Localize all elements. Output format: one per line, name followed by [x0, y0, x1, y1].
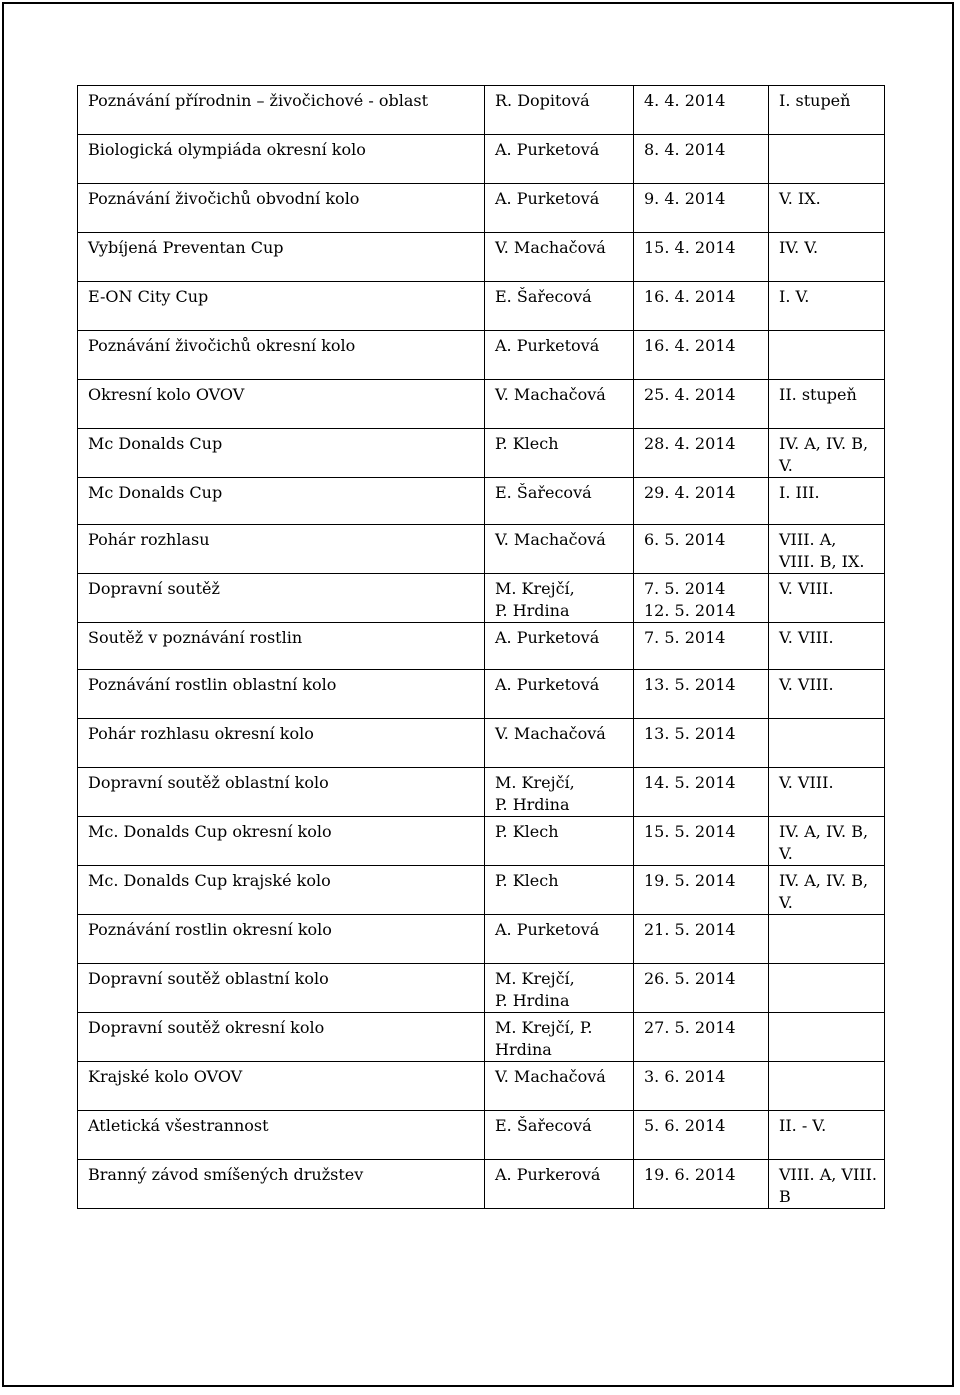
table-row: [78, 135, 885, 184]
date-cell: 29. 4. 2014: [634, 478, 769, 525]
organizer-cell: R. Dopitová: [485, 86, 634, 135]
event-name-cell: Soutěž v poznávání rostlin: [78, 623, 485, 670]
grade-cell: IV. A, IV. B, V.: [769, 866, 885, 915]
date-cell: 19. 5. 2014: [634, 866, 769, 915]
organizer-cell: V. Machačová: [485, 233, 634, 282]
table-row: [78, 1111, 885, 1160]
grade-cell: [769, 1062, 885, 1111]
table-row: [78, 1160, 885, 1209]
event-name-cell: Okresní kolo OVOV: [78, 380, 485, 429]
events-table: [77, 85, 885, 1209]
grade-cell: VIII. A, VIII. B: [769, 1160, 885, 1209]
table-row: [78, 574, 885, 623]
event-name-cell: Dopravní soutěž oblastní kolo: [78, 964, 485, 1013]
table-row: [78, 184, 885, 233]
grade-cell: V. VIII.: [769, 670, 885, 719]
grade-cell: IV. V.: [769, 233, 885, 282]
event-name-cell: Vybíjená Preventan Cup: [78, 233, 485, 282]
date-cell: 9. 4. 2014: [634, 184, 769, 233]
date-cell: 13. 5. 2014: [634, 670, 769, 719]
organizer-cell: V. Machačová: [485, 525, 634, 574]
organizer-cell: A. Purketová: [485, 135, 634, 184]
grade-cell: [769, 719, 885, 768]
events-table-body: [78, 86, 885, 1209]
table-row: [78, 478, 885, 525]
date-cell: 16. 4. 2014: [634, 331, 769, 380]
grade-cell: I. stupeň: [769, 86, 885, 135]
date-cell: 7. 5. 2014 12. 5. 2014: [634, 574, 769, 623]
grade-cell: IV. A, IV. B, V.: [769, 429, 885, 478]
organizer-cell: M. Krejčí, P. Hrdina: [485, 1013, 634, 1062]
table-row: [78, 817, 885, 866]
table-row: [78, 964, 885, 1013]
event-name-cell: Poznávání rostlin oblastní kolo: [78, 670, 485, 719]
organizer-cell: E. Šařecová: [485, 478, 634, 525]
organizer-cell: E. Šařecová: [485, 1111, 634, 1160]
grade-cell: II. - V.: [769, 1111, 885, 1160]
date-cell: 27. 5. 2014: [634, 1013, 769, 1062]
date-cell: 14. 5. 2014: [634, 768, 769, 817]
event-name-cell: Pohár rozhlasu okresní kolo: [78, 719, 485, 768]
event-name-cell: Biologická olympiáda okresní kolo: [78, 135, 485, 184]
date-cell: 21. 5. 2014: [634, 915, 769, 964]
organizer-cell: A. Purketová: [485, 623, 634, 670]
grade-cell: V. VIII.: [769, 768, 885, 817]
organizer-cell: A. Purketová: [485, 915, 634, 964]
grade-cell: V. IX.: [769, 184, 885, 233]
grade-cell: IV. A, IV. B, V.: [769, 817, 885, 866]
event-name-cell: Poznávání živočichů okresní kolo: [78, 331, 485, 380]
organizer-cell: V. Machačová: [485, 380, 634, 429]
event-name-cell: Poznávání živočichů obvodní kolo: [78, 184, 485, 233]
event-name-cell: E-ON City Cup: [78, 282, 485, 331]
document-page: [2, 2, 954, 1387]
grade-cell: [769, 964, 885, 1013]
grade-cell: [769, 915, 885, 964]
table-row: [78, 233, 885, 282]
event-name-cell: Pohár rozhlasu: [78, 525, 485, 574]
organizer-cell: P. Klech: [485, 817, 634, 866]
grade-cell: I. III.: [769, 478, 885, 525]
grade-cell: II. stupeň: [769, 380, 885, 429]
table-row: [78, 380, 885, 429]
event-name-cell: Atletická všestrannost: [78, 1111, 485, 1160]
date-cell: 3. 6. 2014: [634, 1062, 769, 1111]
date-cell: 6. 5. 2014: [634, 525, 769, 574]
table-row: [78, 1062, 885, 1111]
event-name-cell: Branný závod smíšených družstev: [78, 1160, 485, 1209]
organizer-cell: V. Machačová: [485, 719, 634, 768]
organizer-cell: A. Purketová: [485, 670, 634, 719]
event-name-cell: Mc Donalds Cup: [78, 429, 485, 478]
event-name-cell: Mc. Donalds Cup krajské kolo: [78, 866, 485, 915]
table-row: [78, 623, 885, 670]
grade-cell: V. VIII.: [769, 574, 885, 623]
organizer-cell: V. Machačová: [485, 1062, 634, 1111]
date-cell: 28. 4. 2014: [634, 429, 769, 478]
organizer-cell: P. Klech: [485, 429, 634, 478]
grade-cell: [769, 1013, 885, 1062]
table-row: [78, 670, 885, 719]
event-name-cell: Krajské kolo OVOV: [78, 1062, 485, 1111]
date-cell: 25. 4. 2014: [634, 380, 769, 429]
organizer-cell: A. Purketová: [485, 331, 634, 380]
date-cell: 16. 4. 2014: [634, 282, 769, 331]
grade-cell: VIII. A, VIII. B, IX.: [769, 525, 885, 574]
table-row: [78, 86, 885, 135]
table-row: [78, 1013, 885, 1062]
event-name-cell: Mc Donalds Cup: [78, 478, 485, 525]
organizer-cell: M. Krejčí, P. Hrdina: [485, 768, 634, 817]
event-name-cell: Mc. Donalds Cup okresní kolo: [78, 817, 485, 866]
organizer-cell: P. Klech: [485, 866, 634, 915]
date-cell: 5. 6. 2014: [634, 1111, 769, 1160]
table-row: [78, 282, 885, 331]
table-row: [78, 915, 885, 964]
organizer-cell: A. Purketová: [485, 184, 634, 233]
date-cell: 19. 6. 2014: [634, 1160, 769, 1209]
table-row: [78, 429, 885, 478]
table-row: [78, 525, 885, 574]
table-row: [78, 866, 885, 915]
event-name-cell: Poznávání rostlin okresní kolo: [78, 915, 485, 964]
table-row: [78, 768, 885, 817]
grade-cell: [769, 331, 885, 380]
organizer-cell: E. Šařecová: [485, 282, 634, 331]
grade-cell: [769, 135, 885, 184]
event-name-cell: Dopravní soutěž oblastní kolo: [78, 768, 485, 817]
table-row: [78, 719, 885, 768]
date-cell: 7. 5. 2014: [634, 623, 769, 670]
organizer-cell: M. Krejčí, P. Hrdina: [485, 964, 634, 1013]
date-cell: 26. 5. 2014: [634, 964, 769, 1013]
event-name-cell: Dopravní soutěž: [78, 574, 485, 623]
grade-cell: I. V.: [769, 282, 885, 331]
date-cell: 15. 5. 2014: [634, 817, 769, 866]
date-cell: 13. 5. 2014: [634, 719, 769, 768]
organizer-cell: A. Purkerová: [485, 1160, 634, 1209]
event-name-cell: Poznávání přírodnin – živočichové - oblast: [78, 86, 485, 135]
table-row: [78, 331, 885, 380]
grade-cell: V. VIII.: [769, 623, 885, 670]
date-cell: 4. 4. 2014: [634, 86, 769, 135]
date-cell: 15. 4. 2014: [634, 233, 769, 282]
date-cell: 8. 4. 2014: [634, 135, 769, 184]
event-name-cell: Dopravní soutěž okresní kolo: [78, 1013, 485, 1062]
organizer-cell: M. Krejčí, P. Hrdina: [485, 574, 634, 623]
